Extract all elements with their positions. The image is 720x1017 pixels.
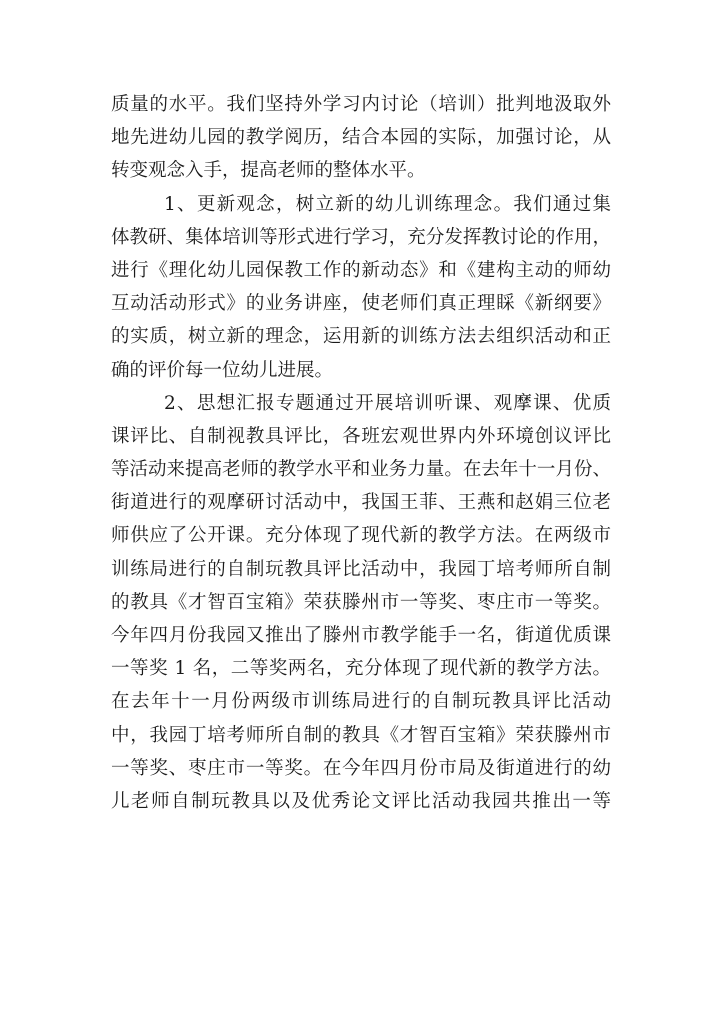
text-line: 的实质，树立新的理念，运用新的训练方法去组织活动和正 (111, 326, 611, 348)
text-line: 转变观念入手，提高老师的整体水平。 (111, 160, 426, 182)
text-line: 课评比、自制视教具评比，各班宏观世界内外环境创议评比 (111, 425, 611, 447)
text-line: 质量的水平。我们坚持外学习内讨论（培训）批判地汲取外 (111, 94, 611, 115)
text-line: 训练局进行的自制玩教具评比活动中，我园丁培考师所自制 (111, 558, 611, 580)
text-line: 中，我园丁培考师所自制的教具《才智百宝箱》荣获滕州市 (111, 724, 611, 746)
text-line: 1、更新观念，树立新的幼儿训练理念。我们通过集 (164, 193, 611, 215)
text-line: 街道进行的观摩研讨活动中，我国王菲、王燕和赵娟三位老 (111, 492, 611, 514)
text-line: 等活动来提高老师的教学水平和业务力量。在去年十一月份、 (111, 459, 611, 481)
text-line: 儿老师自制玩教具以及优秀论文评比活动我园共推出一等 (111, 790, 611, 812)
text-line: 的教具《才智百宝箱》荣获滕州市一等奖、枣庄市一等奖。 (111, 591, 611, 613)
text-line: 师供应了公开课。充分体现了现代新的教学方法。在两级市 (111, 525, 611, 547)
document-body (111, 88, 611, 818)
paragraph-training-activities (111, 387, 611, 818)
text-line: 进行《理化幼儿园保教工作的新动态》和《建构主动的师幼 (111, 259, 611, 281)
text-line: 今年四月份我园又推出了滕州市教学能手一名，街道优质课 (111, 625, 611, 646)
text-line: 2、思想汇报专题通过开展培训听课、观摩课、优质 (164, 392, 611, 414)
text-line: 互动活动形式》的业务讲座，使老师们真正理睬《新纲要》 (111, 293, 611, 315)
text-line: 确的评价每一位幼儿进展。 (111, 359, 334, 381)
text-line: 在去年十一月份两级市训练局进行的自制玩教具评比活动 (111, 691, 611, 713)
paragraph-quality-level (111, 88, 611, 188)
paragraph-update-concepts (111, 188, 611, 387)
text-line: 一等奖、枣庄市一等奖。在今年四月份市局及街道进行的幼 (111, 757, 611, 779)
text-line: 地先进幼儿园的教学阅历，结合本园的实际，加强讨论，从 (111, 127, 611, 149)
text-line: 体教研、集体培训等形式进行学习，充分发挥教讨论的作用， (111, 226, 611, 248)
text-line: 一等奖 1 名，二等奖两名，充分体现了现代新的教学方法。 (111, 658, 611, 680)
